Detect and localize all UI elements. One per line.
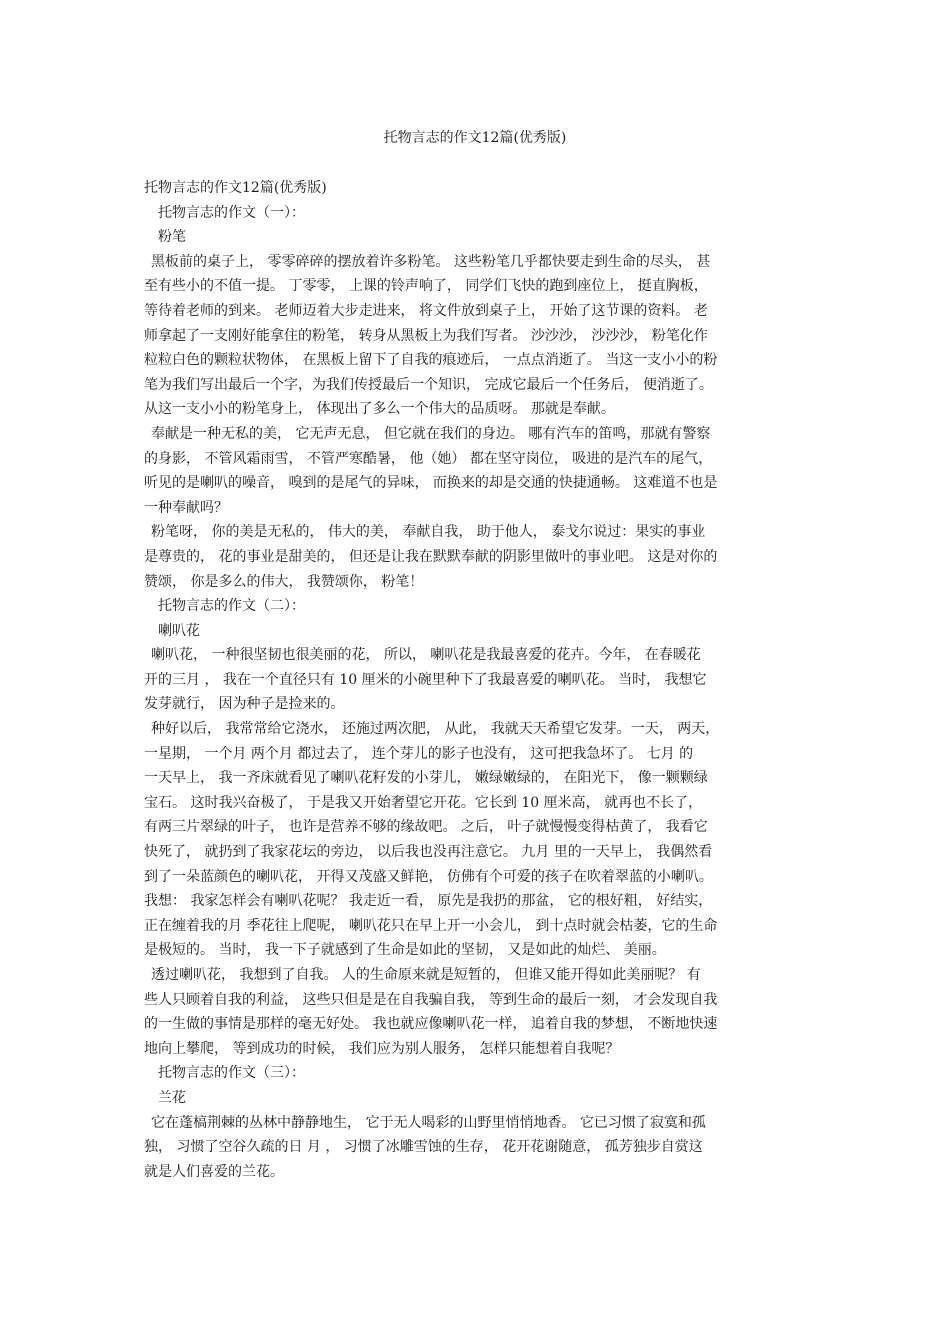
paragraph-line: 正在缠着我的月 季花往上爬呢， 喇叭花只在早上开一小会儿， 到十点时就会枯萎，它的生命: [144, 917, 718, 934]
paragraph-line: 粉笔呀， 你的美是无私的， 伟大的美， 奉献自我， 助于他人， 泰戈尔说过：果实的事业: [151, 524, 706, 541]
paragraph-line: 到了一朵蓝颜色的喇叭花， 开得又茂盛又鲜艳， 仿佛有个可爱的孩子在吹着翠蓝的小喇叭。: [144, 868, 713, 885]
paragraph-line: 宝石。 这时我兴奋极了， 于是我又开始奢望它开花。它长到 10 厘米高， 就再也不长了，: [144, 794, 703, 811]
paragraph-line: 的一生做的事情是那样的毫无好处。 我也就应像喇叭花一样， 追着自我的梦想， 不断地快速: [144, 1016, 718, 1033]
section-heading-1: 托物言志的作文（一）：: [158, 204, 305, 221]
paragraph-line: 发芽就行， 因为种子是捡来的。: [144, 696, 345, 713]
section-topic-2: 喇叭花: [158, 622, 200, 639]
paragraph-line: 黑板前的桌子上， 零零碎碎的摆放着许多粉笔。 这些粉笔几乎都快要走到生命的尽头， 甚: [151, 253, 711, 270]
paragraph-line: 等待着老师的到来。 老师迈着大步走进来， 将文件放到桌子上， 开始了这节课的资料。 老: [144, 302, 708, 319]
section-heading-2: 托物言志的作文（二）：: [158, 598, 305, 615]
paragraph-line: 喇叭花， 一种很坚韧也很美丽的花， 所以， 喇叭花是我最喜爱的花卉。今年， 在春暖花: [151, 647, 701, 664]
paragraph-line: 我想： 我家怎样会有喇叭花呢？ 我走近一看， 原先是我扔的那盆， 它的根好粗， 好结实，: [144, 893, 713, 910]
paragraph-line: 笔为我们写出最后一个字，为我们传授最后一个知识， 完成它最后一个任务后， 便消逝了。: [144, 376, 713, 393]
paragraph-line: 是尊贵的， 花的事业是甜美的， 但还是让我在默默奉献的阴影里做叶的事业吧。 这是对你的: [144, 548, 718, 565]
paragraph-line: 独， 习惯了空谷久疏的日 月 ， 习惯了冰雕雪蚀的生存， 花开花谢随意， 孤芳独步自赏这: [144, 1139, 703, 1156]
paragraph-line: 一天早上， 我一齐床就看见了喇叭花籽发的小芽儿， 嫩绿嫩绿的， 在阳光下， 像一颗颗绿: [144, 770, 708, 787]
paragraph-line: 开的三月 ， 我在一个直径只有 10 厘米的小碗里种下了我最喜爱的喇叭花。 当时， 我想它: [144, 671, 707, 688]
paragraph-line: 听见的是喇叭的噪音， 嗅到的是尾气的异味， 而换来的却是交通的快捷通畅。 这难道不也是: [144, 475, 718, 492]
paragraph-line: 一星期， 一个月 两个月 都过去了， 连个芽儿的影子也没有， 这可把我急坏了。 七月 的: [144, 745, 694, 762]
paragraph-line: 一种奉献吗？: [144, 499, 228, 516]
paragraph-line: 至有些小的不值一提。 丁零零， 上课的铃声响了， 同学们飞快的跑到座位上， 挺直胸板，: [144, 278, 708, 295]
paragraph-line: 从这一支小小的粉笔身上， 体现出了多么一个伟大的品质呀。 那就是奉献。: [144, 401, 615, 418]
document-body: [144, 176, 816, 1184]
paragraph-line: 师拿起了一支刚好能拿住的粉笔， 转身从黑板上为我们写者。 沙沙沙， 沙沙沙， 粉笔化作: [144, 327, 708, 344]
paragraph-line: 地向上攀爬， 等到成功的时候， 我们应为别人服务， 怎样只能想着自我呢？: [144, 1040, 620, 1057]
document-subtitle: 托物言志的作文12篇(优秀版): [144, 180, 327, 196]
paragraph-line: 粒粒白色的颗粒状物体， 在黑板上留下了自我的痕迹后， 一点点消逝了。 当这一支小小的粉: [144, 352, 718, 369]
section-topic-3: 兰花: [158, 1089, 186, 1106]
document-title: 托物言志的作文12篇(优秀版): [383, 130, 567, 146]
paragraph-line: 奉献是一种无私的美， 它无声无息， 但它就在我们的身边。 哪有汽车的笛鸣，那就有警察: [151, 425, 711, 442]
paragraph-line: 透过喇叭花， 我想到了自我。 人的生命原来就是短暂的， 但谁又能开得如此美丽呢？ 有: [151, 967, 701, 983]
section-heading-3: 托物言志的作文（三）：: [158, 1065, 305, 1082]
paragraph-line: 就是人们喜爱的兰花。: [144, 1163, 284, 1180]
paragraph-line: 有两三片翠绿的叶子， 也许是营养不够的缘故吧。 之后， 叶子就慢慢变得枯黄了， 我看它: [144, 819, 708, 836]
paragraph-line: 是极短的。 当时， 我一下子就感到了生命是如此的坚韧， 又是如此的灿烂、 美丽。: [144, 942, 666, 959]
paragraph-line: 快死了， 就扔到了我家花坛的旁边， 以后我也没再注意它。 九月 里的一天早上， 我偶然看: [144, 844, 713, 861]
paragraph-line: 些人只顾着自我的利益， 这些只但是是在自我骗自我， 等到生命的最后一刻， 才会发现自我: [144, 991, 718, 1008]
paragraph-line: 种好以后， 我常常给它浇水， 还施过两次肥， 从此， 我就天天希望它发芽。一天， 两天，: [151, 721, 720, 738]
paragraph-line: 它在蓬槁荆棘的丛林中静静地生， 它于无人喝彩的山野里悄悄地香。 它已习惯了寂寞和孤: [151, 1114, 706, 1131]
section-topic-1: 粉笔: [158, 229, 186, 246]
paragraph-line: 的身影， 不管风霜雨雪， 不管严寒酷暑， 他（她） 都在坚守岗位， 吸进的是汽车的尾气，: [144, 450, 713, 467]
paragraph-line: 赞颂， 你是多么的伟大， 我赞颂你， 粉笔！: [144, 573, 424, 590]
